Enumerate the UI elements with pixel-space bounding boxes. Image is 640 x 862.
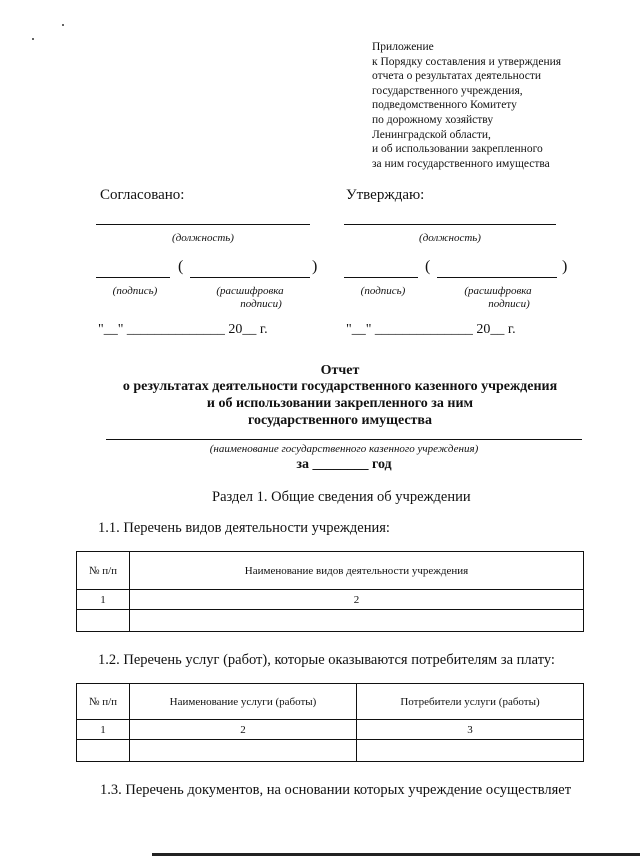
report-subtitle-line: о результатах деятельности государственного казенного учреждения	[122, 379, 558, 394]
institution-line	[106, 439, 582, 440]
appendix-line: к Порядку составления и утверждения	[372, 55, 562, 68]
index-cell: 2	[130, 720, 357, 740]
index-cell: 2	[130, 590, 584, 610]
date-field: "__" ______________ 20__ г.	[346, 322, 516, 337]
signature-caption: (подпись)	[360, 285, 406, 297]
col-number-header: № п/п	[77, 684, 130, 720]
agreed-title: Согласовано:	[100, 187, 185, 203]
scan-speck	[32, 38, 34, 40]
appendix-line: Ленинградской области,	[372, 128, 491, 141]
section-title: Раздел 1. Общие сведения об учреждении	[212, 489, 471, 505]
table-cell	[77, 740, 130, 762]
institution-caption: (наименование государственного казенного учреждения)	[209, 443, 479, 455]
scan-speck	[62, 24, 64, 26]
table-index-row	[77, 720, 584, 740]
subsection-heading: 1.3. Перечень документов, на основании которых учреждение осуществляет	[100, 782, 572, 798]
col-number-header: № п/п	[77, 552, 130, 590]
subsection-heading: 1.2. Перечень услуг (работ), которые оказываются потребителям за плату:	[98, 652, 555, 668]
decode-caption	[200, 285, 300, 311]
appendix-line: подведомственного Комитету	[372, 99, 517, 112]
services-table	[76, 683, 584, 762]
table-row	[77, 740, 584, 762]
position-caption: (должность)	[172, 232, 234, 244]
appendix-line: за ним государственного имущества	[372, 157, 550, 170]
position-line	[344, 224, 556, 225]
position-line	[96, 224, 310, 225]
table-header-row	[77, 552, 584, 590]
decode-caption-line: (расшифровка	[464, 285, 532, 297]
date-field: "__" ______________ 20__ г.	[98, 322, 268, 337]
decode-caption-line: (расшифровка	[216, 285, 284, 297]
scan-edge	[152, 853, 640, 856]
appendix-line: и об использовании закрепленного	[372, 143, 543, 156]
appendix-line: по дорожному хозяйству	[372, 113, 494, 126]
table-cell	[357, 740, 584, 762]
appendix-line: Приложение	[372, 41, 434, 53]
index-cell: 1	[77, 720, 130, 740]
appendix-line: отчета о результатах деятельности	[372, 70, 542, 83]
signature-caption: (подпись)	[112, 285, 158, 297]
appendix-line: государственного учреждения,	[372, 84, 523, 97]
table-header-row	[77, 684, 584, 720]
col-name-header: Наименование услуги (работы)	[130, 684, 357, 720]
table-index-row	[77, 590, 584, 610]
report-period: за ________ год	[296, 457, 392, 472]
report-title: Отчет	[320, 363, 360, 378]
approve-title: Утверждаю:	[346, 187, 425, 203]
decode-caption	[448, 285, 548, 311]
appendix-note	[372, 40, 622, 171]
signature-line	[96, 277, 170, 278]
paren-close: )	[562, 258, 568, 275]
activities-table	[76, 551, 584, 632]
signature-line	[344, 277, 418, 278]
decode-line	[190, 277, 310, 278]
decode-line	[437, 277, 557, 278]
index-cell: 1	[77, 590, 130, 610]
report-subtitle-line: и об использовании закрепленного за ним	[206, 396, 474, 411]
paren-open: (	[178, 258, 184, 275]
col-consumers-header: Потребители услуги (работы)	[357, 684, 584, 720]
table-cell	[77, 610, 130, 632]
decode-caption-line: подписи)	[240, 298, 282, 310]
decode-caption-line: подписи)	[488, 298, 530, 310]
subsection-heading: 1.1. Перечень видов деятельности учреждения:	[98, 520, 390, 536]
col-name-header: Наименование видов деятельности учреждения	[130, 552, 584, 590]
paren-close: )	[312, 258, 318, 275]
report-subtitle-line: государственного имущества	[248, 413, 432, 428]
table-row	[77, 610, 584, 632]
table-cell	[130, 740, 357, 762]
table-cell	[130, 610, 584, 632]
paren-open: (	[425, 258, 431, 275]
index-cell: 3	[357, 720, 584, 740]
position-caption: (должность)	[419, 232, 481, 244]
